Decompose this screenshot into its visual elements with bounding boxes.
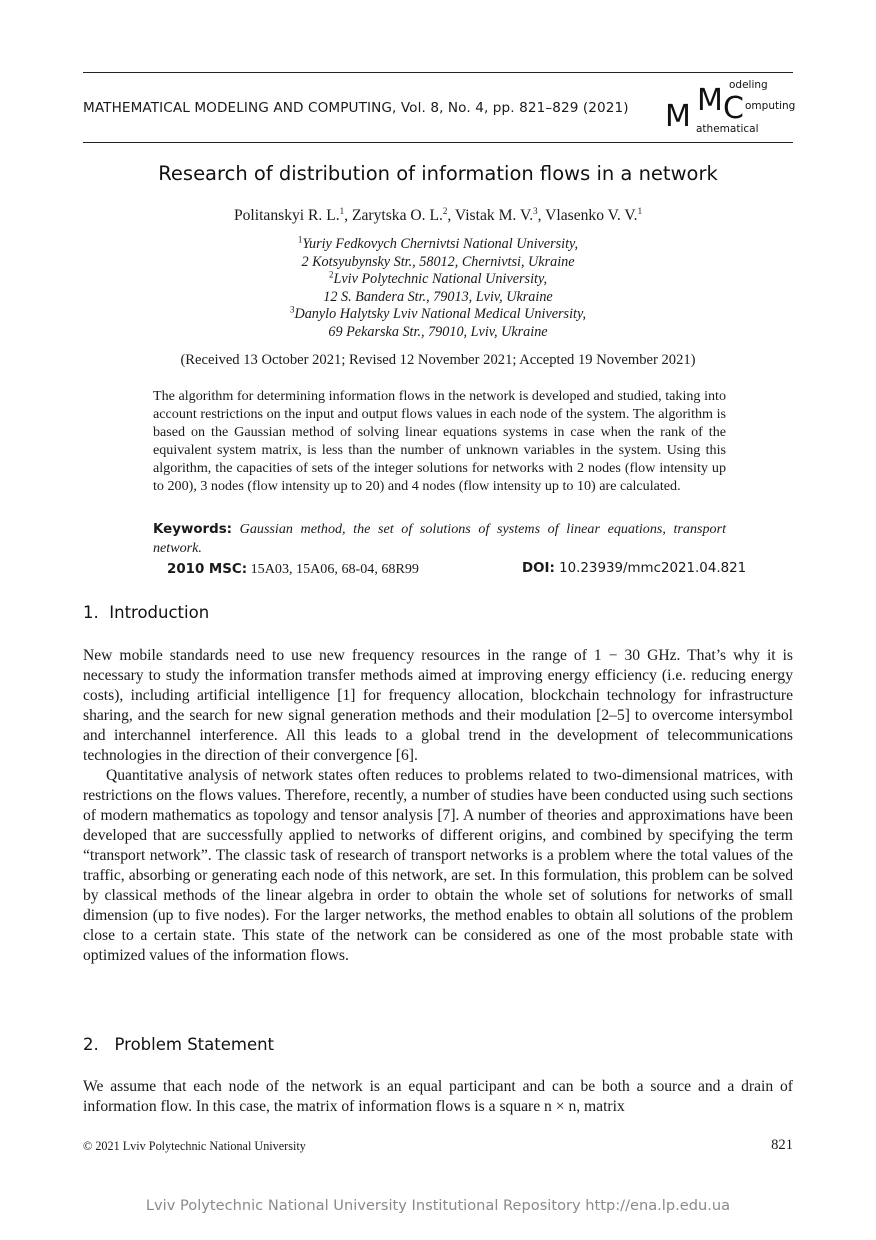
journal-name: MATHEMATICAL MODELING AND COMPUTING,: [83, 100, 397, 116]
author-name: Vistak M. V.: [454, 207, 534, 224]
author-name: Zarytska O. L.: [351, 207, 443, 224]
copyright-symbol: ©: [83, 1139, 93, 1153]
msc-line: [167, 561, 419, 578]
keywords: [153, 520, 726, 557]
author-affiliation-marker: 3: [533, 205, 538, 216]
affiliation-address-line: [83, 289, 793, 307]
author-name: Politanskyi R. L.: [233, 207, 340, 224]
affiliations: [83, 236, 793, 342]
journal-header: [83, 100, 629, 116]
keywords-label: Keywords:: [153, 522, 233, 537]
journal-volume: Vol. 8, No. 4, pp. 821–829 (2021): [400, 100, 629, 116]
affiliation-institution: [83, 306, 793, 324]
author-separator: ,: [537, 207, 546, 224]
affiliation-address-line: [83, 254, 793, 272]
affiliation-name: Danylo Halytsky Lviv National Medical University,: [294, 306, 587, 323]
affiliation-marker: 1: [297, 234, 303, 245]
affiliation-institution: [83, 236, 793, 254]
affiliation-marker: 2: [328, 269, 334, 280]
affiliation-address-line: [83, 324, 793, 342]
intro-paragraph-1: New mobile standards need to use new frequency resources in the range of 1 − 30 GHz. That’s why it is necessary to study the information transfer methods aimed at improving energy efficiency (i.e. reducing energy costs), including artificial intelligence [1] for frequency allocation, blockchain technology for infrastructure sharing, and the search for new signal generation methods and their modulation [2–5] to overcome intersymbol and interchannel interference. All this leads to a global trend in the development of telecommunications technologies in the direction of their convergence [6].: [83, 647, 793, 764]
problem-paragraph-1: We assume that each node of the network is an equal participant and can be both a source and a drain of information flow. In this case, the matrix of information flows is a square n × n, matrix: [83, 1078, 793, 1115]
affiliation-name: Lviv Polytechnic National University,: [333, 271, 548, 288]
author-affiliation-marker: 1: [637, 205, 643, 216]
keywords-text: Gaussian method, the set of solutions of systems of linear equations, transport network.: [153, 521, 726, 556]
affiliation-address: 12 S. Bandera Str., 79013, Lviv, Ukraine: [323, 288, 553, 305]
msc-label: 2010 MSC:: [167, 562, 248, 577]
header-bottom-rule: [83, 142, 793, 143]
copyright-text: 2021 Lviv Polytechnic National University: [95, 1139, 306, 1153]
author-list: [83, 207, 793, 225]
header-top-rule: [83, 72, 793, 73]
affiliation-marker: 3: [289, 304, 295, 315]
abstract: The algorithm for determining information flows in the network is developed and studied, taking into account restrictions on the input and output flows values in each node of the system. The algorithm is based on the Gaussian method of solving linear equations systems in case when the rank of the equivalent system matrix, is less than the number of unknown variables in the system. Using this algorithm, the capacities of sets of the integer solutions for networks with 2 nodes (flow intensity up to 200), 3 nodes (flow intensity up to 20) and 4 nodes (flow intensity up to 10) are calculated.: [153, 388, 726, 494]
msc-codes: 15A03, 15A06, 68-04, 68R99: [250, 561, 419, 577]
doi-label: DOI:: [522, 561, 555, 576]
received-dates: (Received 13 October 2021; Revised 12 November 2021; Accepted 19 November 2021): [180, 352, 696, 368]
intro-paragraph-2: Quantitative analysis of network states often reduces to problems related to two-dimensional matrices, with restrictions on the flows values. Therefore, recently, a number of studies have been conducted using such sections of modern mathematics as topology and tensor analysis [7]. A number of theories and approximations have been developed that are successfully applied to networks of different origins, and combined by specifying the term “transport network”. The classic task of research of transport networks is a problem where the total values of the traffic, absorbing or generating each node of this network, are set. In this formulation, this problem can be solved by classical methods of the linear algebra in order to obtain the whole set of solutions for networks of small dimension (up to five nodes). For the larger networks, the method enables to obtain all solutions of the problem close to a certain state. This state of the network can be considered as one of the most probable state with optimized values of the information flows.: [83, 767, 793, 964]
copyright: [83, 1139, 306, 1154]
affiliation-address: 69 Pekarska Str., 79010, Lviv, Ukraine: [328, 323, 548, 340]
repository-footer[interactable]: Lviv Polytechnic National University Institutional Repository http://ena.lp.edu.ua: [145, 1197, 731, 1214]
author-affiliation-marker: 1: [339, 205, 345, 216]
affiliation-address: 2 Kotsyubynsky Str., 58012, Chernivtsi, Ukraine: [301, 253, 575, 270]
section-heading-problem-statement: 2. Problem Statement: [83, 1035, 275, 1054]
doi-line: [522, 561, 747, 576]
author-affiliation-marker: 2: [442, 205, 448, 216]
journal-logo: M M C odeling omputing athematical: [665, 79, 796, 135]
affiliation-institution: [83, 271, 793, 289]
affiliation-name: Yuriy Fedkovych Chernivtsi National University,: [302, 236, 579, 252]
author-separator: ,: [344, 207, 352, 224]
author-separator: ,: [447, 207, 455, 224]
section-heading-introduction: 1. Introduction: [83, 603, 210, 622]
paper-title: Research of distribution of information flows in a network: [158, 162, 718, 185]
author-name: Vlasenko V. V.: [545, 207, 638, 224]
doi-link[interactable]: 10.23939/mmc2021.04.821: [559, 561, 747, 576]
page-number: 821: [771, 1137, 793, 1153]
